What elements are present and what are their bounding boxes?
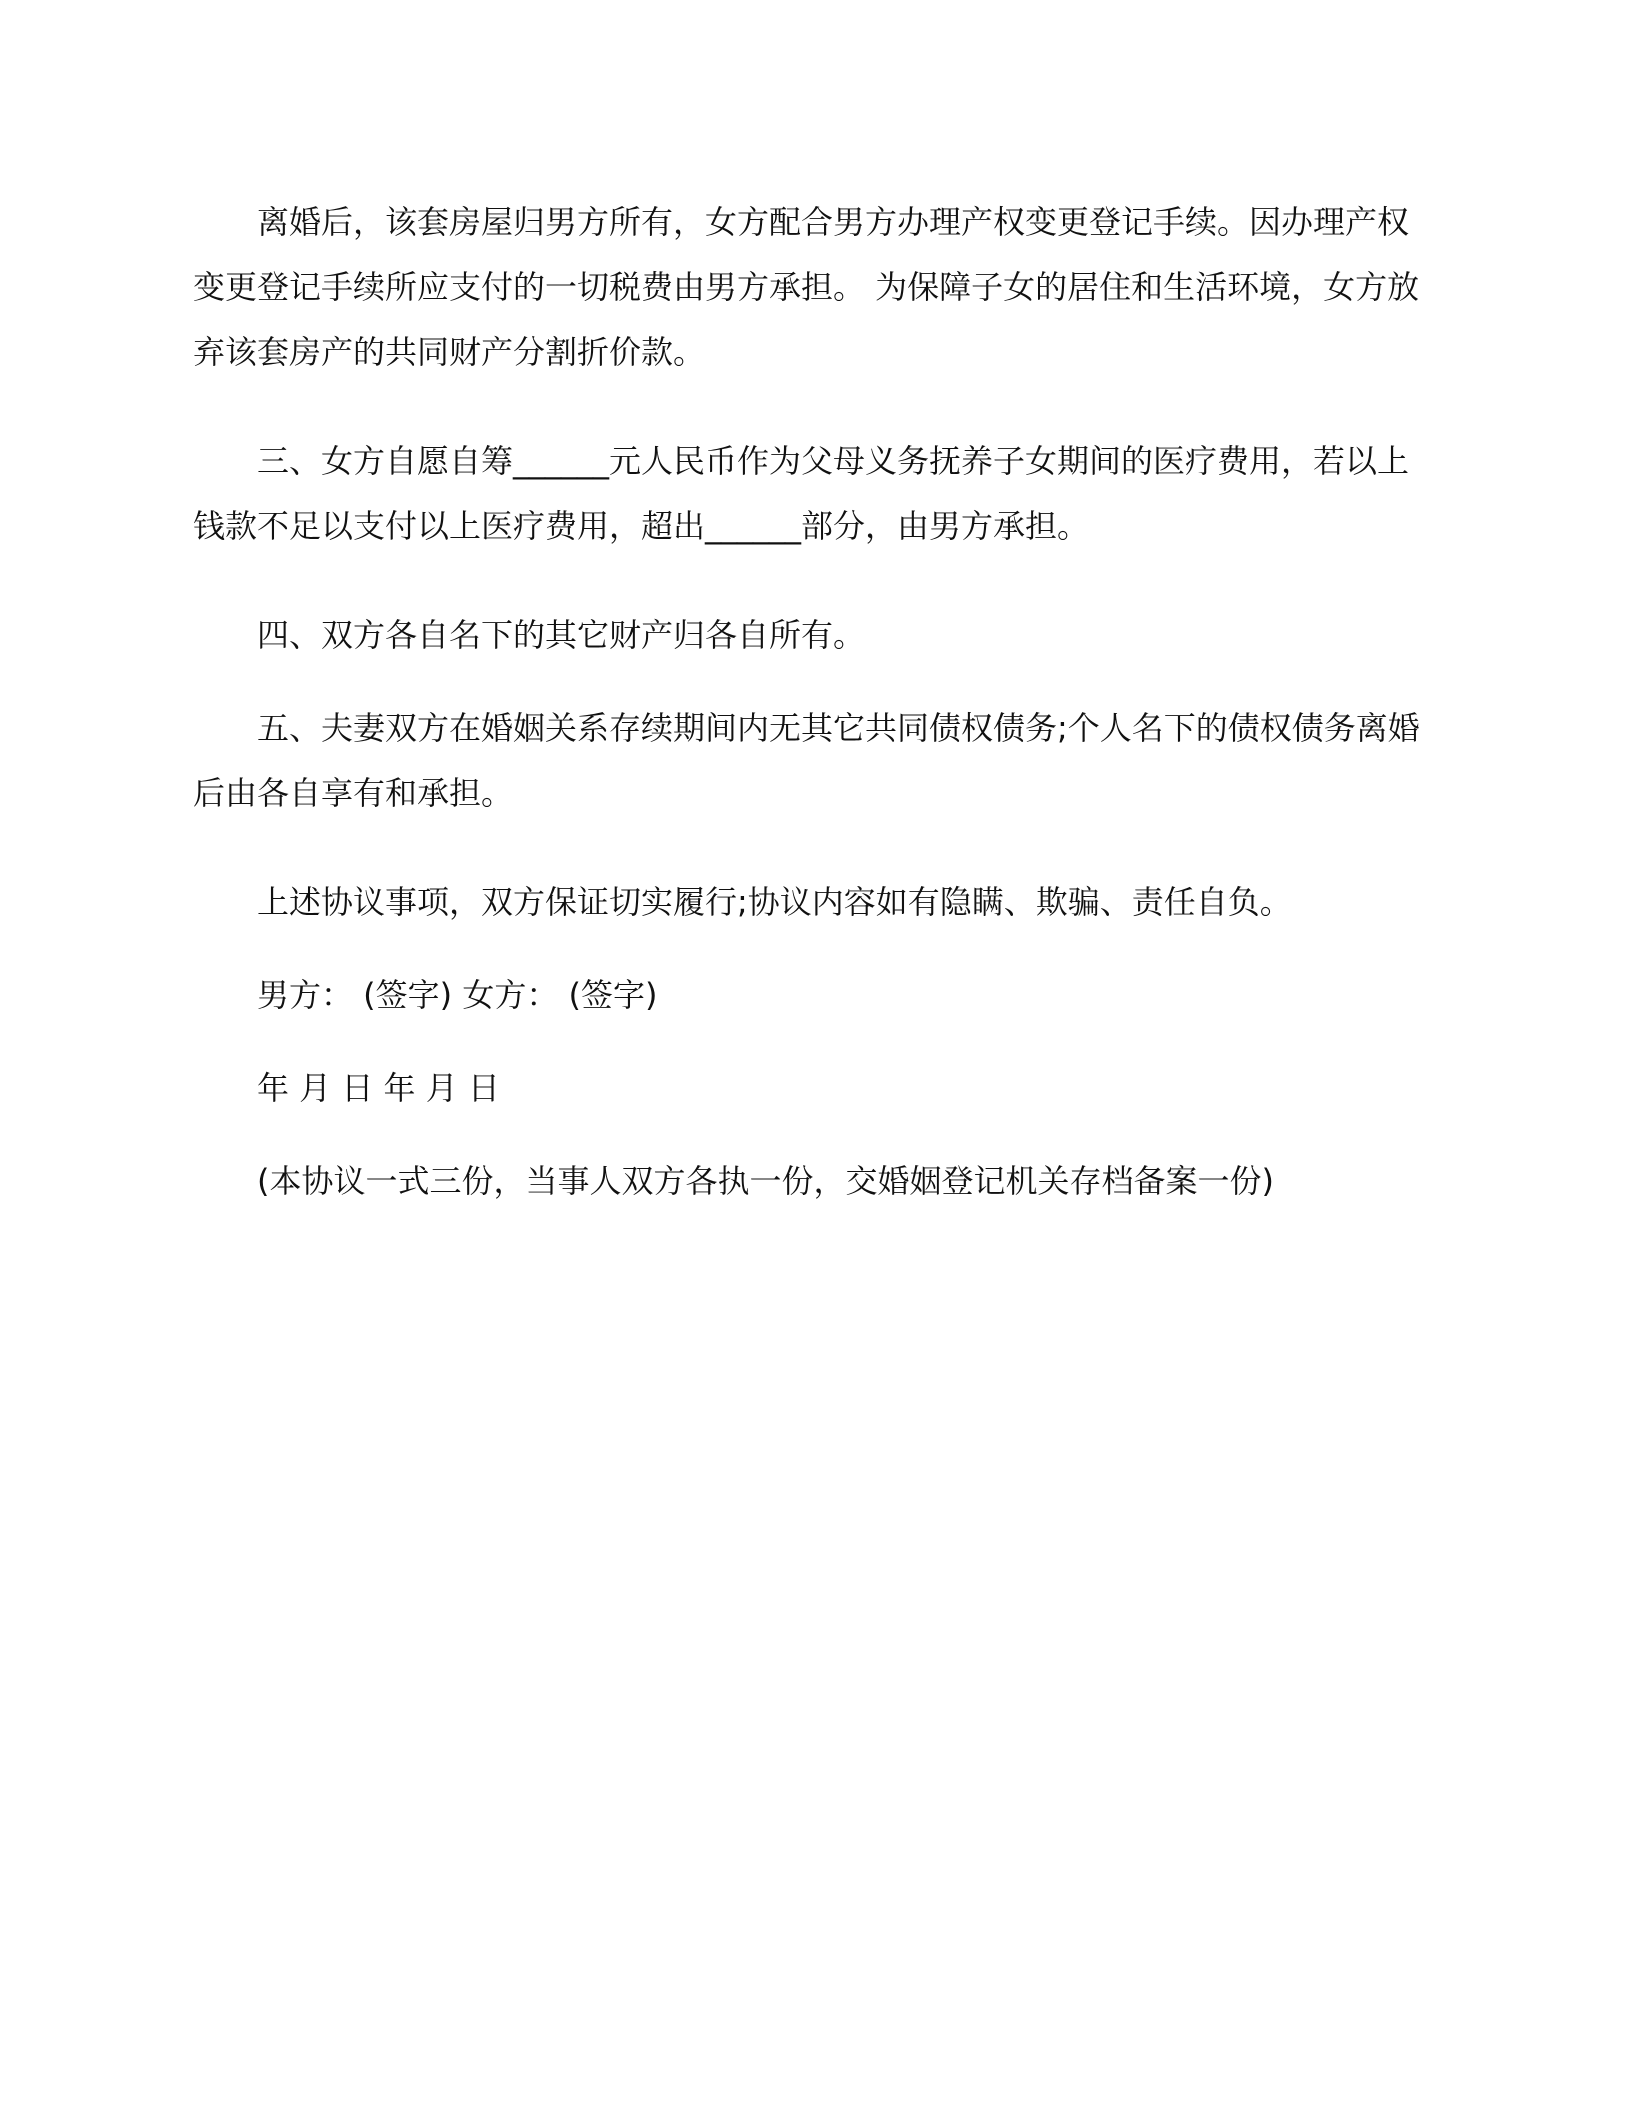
document-body <box>193 190 1423 1242</box>
paragraph-medical-expenses: 三、女方自愿自筹______元人民币作为父母义务抚养子女期间的医疗费用，若以上钱款不足以支付以上医疗费用，超出______部分，由男方承担。 <box>193 442 1410 545</box>
paragraph-separate-property: 四、双方各自名下的其它财产归各自所有。 <box>257 616 866 654</box>
signature-line: 男方： (签字) 女方： (签字) <box>257 976 658 1014</box>
date-line: 年 月 日 年 月 日 <box>257 1069 500 1107</box>
paragraph-debts: 五、夫妻双方在婚姻关系存续期间内无其它共同债权债务;个人名下的债权债务离婚后由各自享有和承担。 <box>193 709 1420 812</box>
copies-note: (本协议一式三份，当事人双方各执一份，交婚姻登记机关存档备案一份) <box>257 1162 1274 1200</box>
paragraph-house-ownership: 离婚后，该套房屋归男方所有，女方配合男方办理产权变更登记手续。因办理产权变更登记手续所应支付的一切税费由男方承担。 为保障子女的居住和生活环境，女方放弃该套房产的共同财产分割折价款。 <box>193 203 1420 371</box>
paragraph-guarantee: 上述协议事项，双方保证切实履行;协议内容如有隐瞒、欺骗、责任自负。 <box>257 883 1292 921</box>
